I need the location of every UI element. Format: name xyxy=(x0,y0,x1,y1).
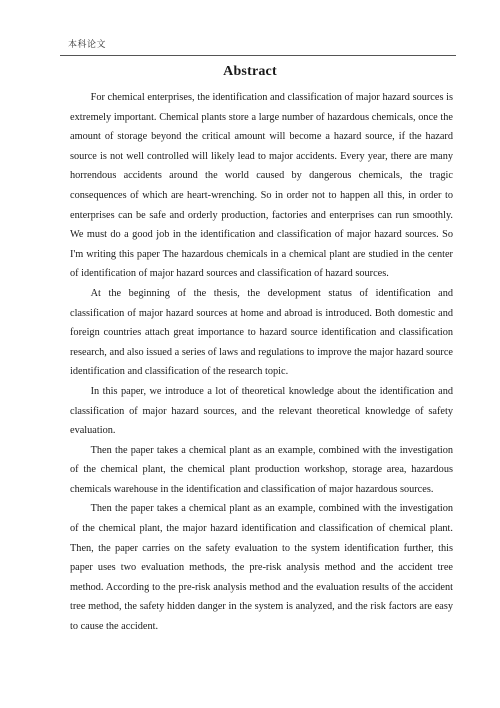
abstract-paragraph-4: Then the paper takes a chemical plant as an example, combined with the investigation of the chemical plant, the chemical plant production workshop, storage area, hazardous chemicals warehouse in the identification and classification of major hazardous sources. xyxy=(70,444,453,495)
header-rule xyxy=(60,55,456,56)
abstract-paragraph-5: Then the paper takes a chemical plant as an example, combined with the investigation of the chemical plant, the major hazard identification and classification of chemical plant. Then, the paper carries on the safety evaluation to the system identification further, this paper uses two evaluation methods, the pre-risk analysis method and the accident tree method. According to the pre-risk analysis method and the evaluation results of the accident tree method, the safety hidden danger in the system is analyzed, and the risk factors are easy to cause the accident. xyxy=(70,503,453,633)
abstract-paragraph-1: For chemical enterprises, the identification and classification of major hazard sources is extremely important. Chemical plants store a large number of hazardous chemicals, once the amount of storage beyond the critical amount will become a hazard source, if the hazard source is not well controlled will likely lead to major accidents. Every year, there are many horrendous accidents around the world caused by dangerous chemicals, the tragic consequences of which are heart-wrenching. So in order not to happen all this, in order to enterprises can be safe and orderly production, factories and enterprises can run smoothly. We must do a good job in the identification and classification of major hazard sources. So I'm writing this paper The hazardous chemicals in a chemical plant are studied in the center of identification of major hazard sources and classification of hazard sources. xyxy=(70,92,453,280)
abstract-body xyxy=(70,88,453,637)
abstract-paragraph-3: In this paper, we introduce a lot of theoretical knowledge about the identification and classification of major hazard sources, and the relevant theoretical knowledge of safety evaluation. xyxy=(70,385,453,437)
abstract-paragraph-2: At the beginning of the thesis, the development status of identification and classification of major hazard sources at home and abroad is introduced. Both domestic and foreign countries attach great importance to hazard source identification and classification research, and also issued a series of laws and regulations to improve the major hazard source identification and classification of the research topic. xyxy=(70,287,453,378)
running-header: 本科论文 xyxy=(68,40,107,50)
page-title: Abstract xyxy=(223,64,277,79)
